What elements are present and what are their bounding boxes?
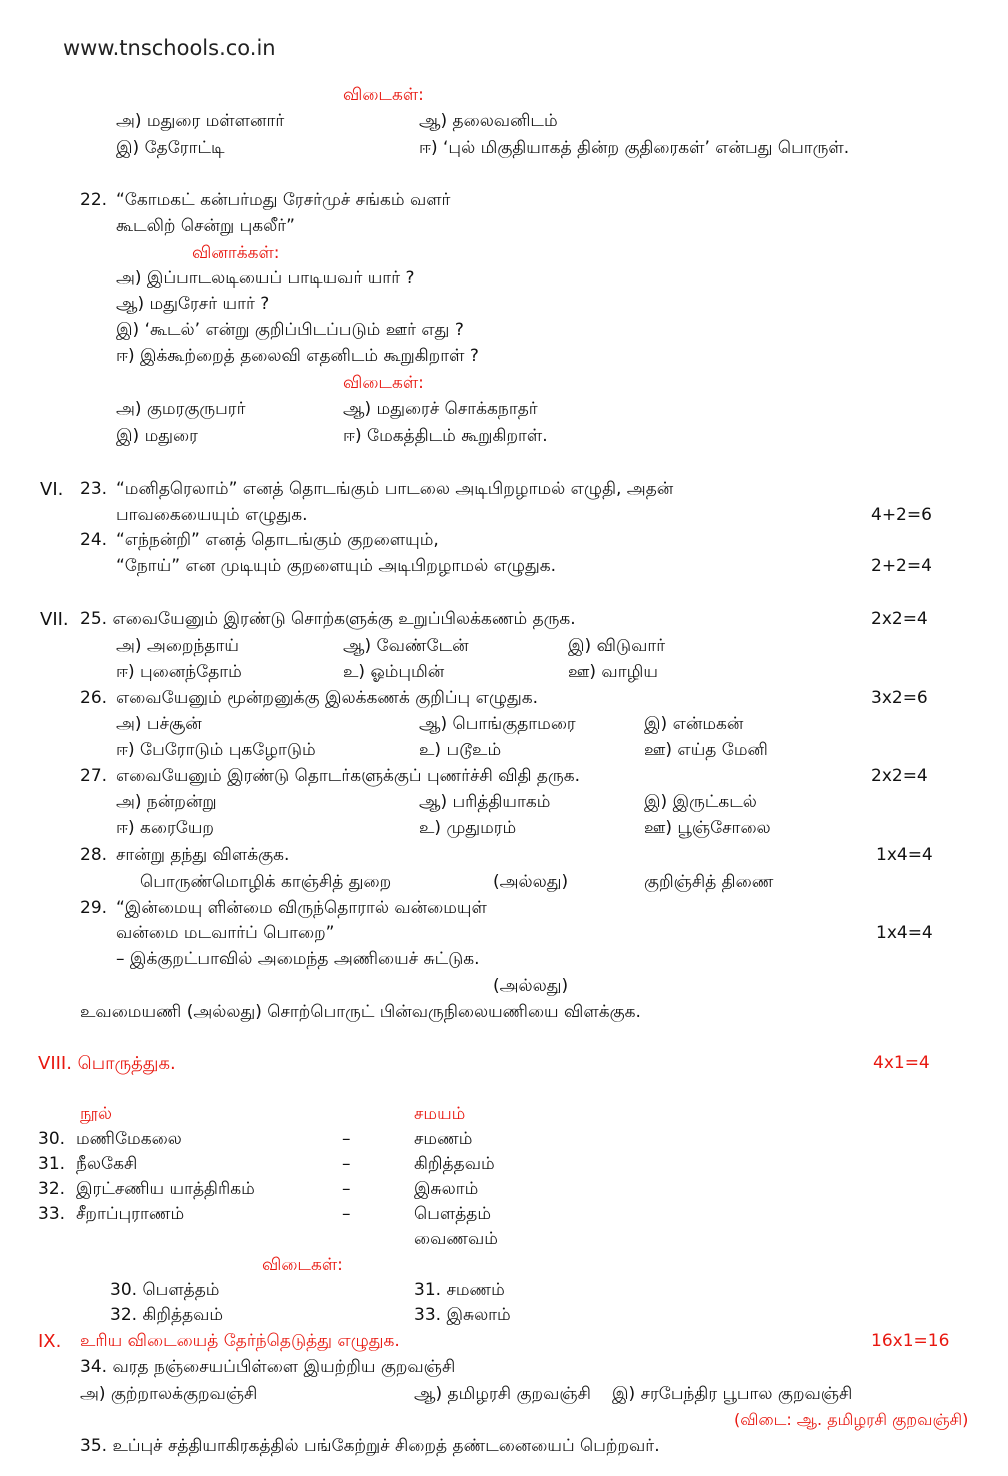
q34-answer: (விடை: ஆ. தமிழரசி குறவஞ்சி) (734, 1410, 969, 1429)
match-number: 33. (38, 1204, 66, 1224)
q28-number: 28. (80, 845, 108, 865)
q22-answer-ii: ஈ) மேகத்திடம் கூறுகிறாள். (343, 426, 548, 446)
match-religion: பௌத்தம் (414, 1204, 492, 1224)
answers-heading: விடைகள்: (262, 1255, 343, 1275)
q26-option: உ) படூஉம் (419, 740, 502, 760)
q26-option: ஆ) பொங்குதாமரை (419, 714, 576, 734)
match-number: 30. (38, 1129, 66, 1149)
column-heading-book: நூல் (80, 1104, 112, 1124)
answer-i: இ) தேரோட்டி (116, 138, 225, 158)
q29-line2: வன்மை மடவார்ப் பொறை” (116, 923, 335, 943)
q27-line: எவையேனும் இரண்டு தொடர்களுக்குப் புணர்ச்சி விதி தருக. (116, 766, 581, 786)
q26-line: எவையேனும் மூன்றனுக்கு இலக்கணக் குறிப்பு எழுதுக. (116, 688, 539, 708)
q22-answer-i: இ) மதுரை (116, 426, 198, 446)
q23-marks: 4+2=6 (871, 505, 932, 525)
q25-line: 25. எவையேனும் இரண்டு சொற்களுக்கு உறுப்பிலக்கணம் தருக. (80, 609, 576, 629)
match-dash: – (342, 1129, 351, 1149)
q22-question-i: இ) ‘கூடல்’ என்று குறிப்பிடப்படும் ஊர் எது ? (116, 320, 464, 340)
q22-question-a: அ) இப்பாடலடியைப் பாடியவர் யார் ? (116, 268, 415, 288)
q29-line1: “இன்மையு ளின்மை விருந்தொரால் வன்மையுள் (116, 898, 487, 918)
q26-number: 26. (80, 688, 108, 708)
q25-marks: 2x2=4 (871, 609, 928, 629)
q22-line2: கூடலிற் சென்று புகலீர்” (116, 216, 295, 236)
q27-marks: 2x2=4 (871, 766, 928, 786)
q29-or: (அல்லது) (493, 976, 569, 996)
q22-answer-a: அ) குமரகுருபரர் (116, 399, 246, 419)
section-8-label: VIII. பொருத்துக. (38, 1053, 176, 1074)
q23-line2: பாவகையையும் எழுதுக. (116, 505, 308, 525)
q34-option: இ) சரபேந்திர பூபால குறவஞ்சி (612, 1384, 853, 1404)
q28-marks: 1x4=4 (876, 845, 933, 865)
q23-number: 23. (80, 479, 108, 499)
q27-option: உ) முதுமரம் (419, 818, 517, 838)
q27-option: அ) நன்றன்று (116, 792, 217, 812)
column-heading-religion: சமயம் (414, 1104, 466, 1124)
q27-option: ஈ) கரையேற (116, 818, 214, 838)
section-7-label: VII. (40, 609, 69, 630)
questions-heading: வினாக்கள்: (192, 243, 280, 263)
section-9-title: உரிய விடையைத் தேர்ந்தெடுத்து எழுதுக. (80, 1331, 400, 1351)
match-answer: 30. பௌத்தம் (110, 1280, 220, 1300)
q28-option-1: பொருண்மொழிக் காஞ்சித் துறை (140, 872, 392, 892)
q23-line1: “மனிதரெலாம்” எனத் தொடங்கும் பாடலை அடிபிறழாமல் எழுதி, அதன் (116, 479, 674, 499)
q34-line: 34. வரத நஞ்சையப்பிள்ளை இயற்றிய குறவஞ்சி (80, 1357, 456, 1377)
q29-number: 29. (80, 898, 108, 918)
q24-line1: “எந்நன்றி” எனத் தொடங்கும் குறளையும், (116, 530, 439, 550)
q24-number: 24. (80, 530, 108, 550)
answer-ii: ஈ) ‘புல் மிகுதியாகத் தின்ற குதிரைகள்’ என்பது பொருள். (419, 138, 850, 158)
section-6-label: VI. (40, 479, 64, 500)
match-dash: – (342, 1179, 351, 1199)
answer-a: அ) மதுரை மள்ளனார் (116, 111, 285, 131)
match-religion: சமணம் (414, 1129, 473, 1149)
q25-option: உ) ஓம்புமின் (343, 662, 445, 682)
match-religion-extra: வைணவம் (414, 1229, 498, 1249)
q34-option: அ) குற்றாலக்குறவஞ்சி (80, 1384, 258, 1404)
answers-heading: விடைகள்: (343, 85, 424, 105)
match-answer: 32. கிறித்தவம் (110, 1305, 224, 1325)
match-answer: 31. சமணம் (414, 1280, 505, 1300)
website-url: www.tnschools.co.in (63, 36, 276, 60)
match-answer: 33. இசுலாம் (414, 1305, 511, 1325)
q28-line: சான்று தந்து விளக்குக. (116, 845, 290, 865)
q25-option: ஊ) வாழிய (568, 662, 658, 682)
q28-or: (அல்லது) (493, 872, 569, 892)
q26-marks: 3x2=6 (871, 688, 928, 708)
q22-question-ii: ஈ) இக்கூற்றைத் தலைவி எதனிடம் கூறுகிறாள் ? (116, 346, 479, 366)
q25-option: இ) விடுவார் (568, 636, 666, 656)
match-religion: இசுலாம் (414, 1179, 479, 1199)
q24-line2: “நோய்” என முடியும் குறளையும் அடிபிறழாமல் எழுதுக. (116, 556, 557, 576)
match-book: சீறாப்புராணம் (76, 1204, 185, 1224)
q26-option: அ) பச்சூன் (116, 714, 202, 734)
q35-line: 35. உப்புச் சத்தியாகிரகத்தில் பங்கேற்றுச் சிறைத் தண்டனையைப் பெற்றவர். (80, 1436, 660, 1456)
section-8-marks: 4x1=4 (873, 1053, 930, 1073)
q27-option: ஊ) பூஞ்சோலை (644, 818, 771, 838)
match-number: 31. (38, 1154, 66, 1174)
answers-heading: விடைகள்: (343, 373, 424, 393)
match-religion: கிறித்தவம் (414, 1154, 495, 1174)
match-book: நீலகேசி (76, 1154, 138, 1174)
q27-number: 27. (80, 766, 108, 786)
q26-option: இ) என்மகன் (644, 714, 744, 734)
q34-option: ஆ) தமிழரசி குறவஞ்சி (414, 1384, 591, 1404)
match-number: 32. (38, 1179, 66, 1199)
q26-option: ஈ) பேரோடும் புகழோடும் (116, 740, 316, 760)
section-9-marks: 16x1=16 (871, 1331, 950, 1351)
q29-marks: 1x4=4 (876, 923, 933, 943)
q22-line1: “கோமகட் கன்பர்மது ரேசர்முச் சங்கம் வளர் (116, 190, 451, 210)
q25-option: ஈ) புனைந்தோம் (116, 662, 242, 682)
match-dash: – (342, 1204, 351, 1224)
q22-number: 22. (80, 190, 108, 210)
match-book: மணிமேகலை (76, 1129, 182, 1149)
match-dash: – (342, 1154, 351, 1174)
q26-option: ஊ) எய்த மேனி (644, 740, 768, 760)
q25-option: அ) அறைந்தாய் (116, 636, 239, 656)
q29-line4: உவமையணி (அல்லது) சொற்பொருட் பின்வருநிலையணியை விளக்குக. (80, 1002, 641, 1022)
q22-question-aa: ஆ) மதுரேசர் யார் ? (116, 294, 270, 314)
q24-marks: 2+2=4 (871, 556, 932, 576)
answer-aa: ஆ) தலைவனிடம் (419, 111, 558, 131)
q22-answer-aa: ஆ) மதுரைச் சொக்கநாதர் (343, 399, 538, 419)
match-book: இரட்சணிய யாத்திரிகம் (76, 1179, 255, 1199)
q27-option: ஆ) பரித்தியாகம் (419, 792, 551, 812)
q27-option: இ) இருட்கடல் (644, 792, 757, 812)
q29-line3: – இக்குறட்பாவில் அமைந்த அணியைச் சுட்டுக. (116, 949, 480, 969)
section-9-label: IX. (38, 1331, 62, 1352)
q28-option-2: குறிஞ்சித் திணை (644, 872, 774, 892)
q25-option: ஆ) வேண்டேன் (343, 636, 469, 656)
